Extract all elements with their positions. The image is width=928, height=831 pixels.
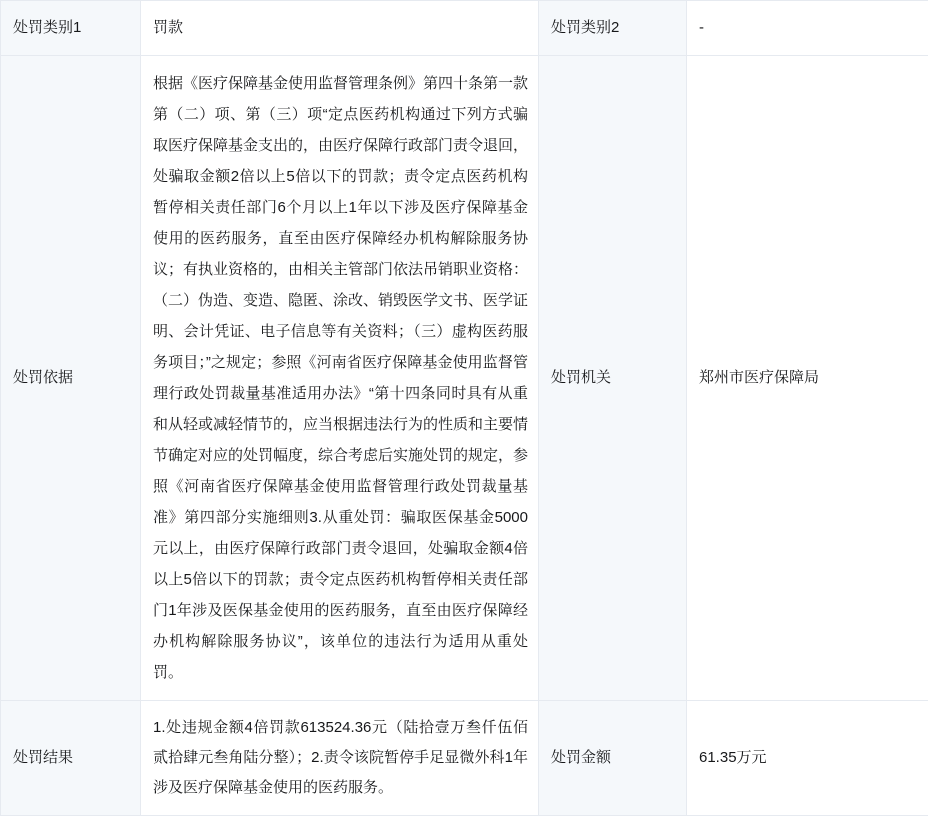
row-label-penalty-amount: 处罚金额 bbox=[539, 701, 687, 816]
row-value-penalty-authority: 郑州市医疗保障局 bbox=[687, 56, 928, 701]
table-row bbox=[1, 1, 928, 56]
row-value-penalty-category-1: 罚款 bbox=[141, 1, 539, 56]
penalty-basis-text: 根据《医疗保障基金使用监督管理条例》第四十条第一款第（二）项、第（三）项“定点医药机构通过下列方式骗取医疗保障基金支出的，由医疗保障行政部门责令退回，处骗取金额2倍以上5倍以下的罚款；责令定点医药机构暂停相关责任部门6个月以上1年以下涉及医疗保障基金使用的医药服务，直至由医疗保障经办机构解除服务协议；有执业资格的，由相关主管部门依法吊销职业资格：（二）伪造、变造、隐匿、涂改、销毁医学文书、医学证明、会计凭证、电子信息等有关资料；（三）虚构医药服务项目；”之规定；参照《河南省医疗保障基金使用监督管理行政处罚裁量基准适用办法》“第十四条同时具有从重和从轻或减轻情节的，应当根据违法行为的性质和主要情节确定对应的处罚幅度，综合考虑后实施处罚的规定，参照《河南省医疗保障基金使用监督管理行政处罚裁量基准》第四部分实施细则3.从重处罚：骗取医保基金5000元以上，由医疗保障行政部门责令退回，处骗取金额4倍以上5倍以下的罚款；责令定点医药机构暂停相关责任部门1年涉及医保基金使用的医药服务，直至由医疗保障经办机构解除服务协议”，该单位的违法行为适用从重处罚。 bbox=[153, 75, 529, 681]
penalty-result-text: 1.处违规金额4倍罚款613524.36元（陆拾壹万叁仟伍佰贰拾肆元叁角陆分整）；2.责令该院暂停手足显微外科1年涉及医疗保障基金使用的医药服务。 bbox=[153, 719, 528, 796]
row-value-penalty-amount: 61.35万元 bbox=[687, 701, 928, 816]
row-label-penalty-authority: 处罚机关 bbox=[539, 56, 687, 701]
table-row bbox=[1, 56, 928, 701]
row-label-penalty-basis: 处罚依据 bbox=[1, 56, 141, 701]
row-value-penalty-basis bbox=[141, 56, 539, 701]
row-value-penalty-result bbox=[141, 701, 539, 816]
row-value-penalty-category-2: - bbox=[687, 1, 928, 56]
row-label-penalty-result: 处罚结果 bbox=[1, 701, 141, 816]
table-row bbox=[1, 701, 928, 816]
row-label-penalty-category-2: 处罚类别2 bbox=[539, 1, 687, 56]
row-label-penalty-category-1: 处罚类别1 bbox=[1, 1, 141, 56]
